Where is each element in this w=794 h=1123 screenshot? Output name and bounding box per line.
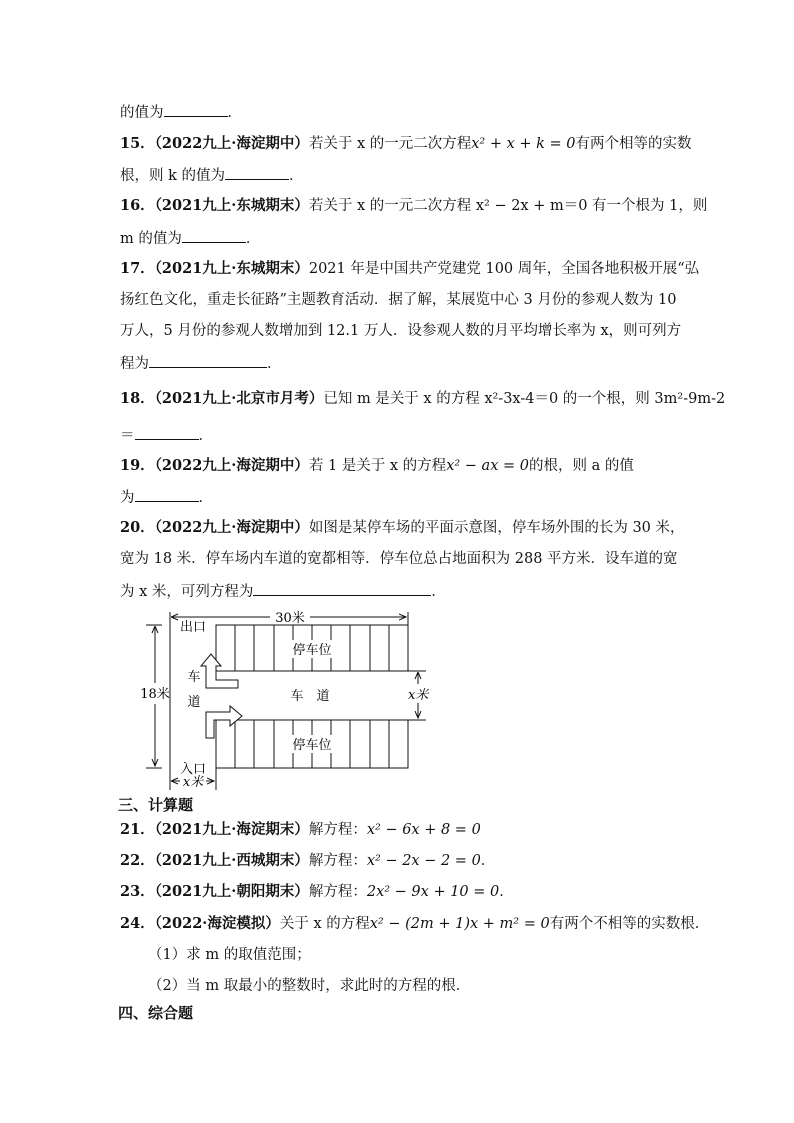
question-17-line3: 万人，5 月份的参观人数增加到 12.1 万人．设参观人数的月平均增长率为 x，则可列方 <box>120 323 682 339</box>
question-number: 16． <box>120 197 155 214</box>
question-22: 22．（2021九上·西城期末）解方程：x² − 2x − 2 = 0． <box>120 852 496 869</box>
question-15: 15．（2022九上·海淀期中）若关于 x 的一元二次方程x² + x + k = 0有两个相等的实数 <box>120 135 692 152</box>
question-number: 20． <box>120 519 155 536</box>
question-source: （2022九上·海淀期中） <box>154 135 309 152</box>
question-15-line2: 根，则 k 的值为 ． <box>120 165 304 186</box>
question-source: （2022·海淀模拟） <box>154 915 280 932</box>
equation: x² − ax = 0 <box>446 458 529 474</box>
equation: x² − 6x + 8 = 0 <box>366 822 481 838</box>
question-number: 23． <box>120 883 155 900</box>
question-24: 24．（2022·海淀模拟）关于 x 的方程x² − (2m + 1)x + m² = 0有两个不相等的实数根． <box>120 915 710 932</box>
question-number: 19． <box>120 457 155 474</box>
question-17: 17．（2021九上·东城期末）2021 年是中国共产党建党 100 周年，全国各地积极开展“弘 <box>120 260 700 277</box>
question-source: （2021九上·海淀期末） <box>154 821 309 838</box>
question-16-line2: m 的值为 ． <box>120 228 260 249</box>
question-18-line2: ＝ ． <box>120 425 213 446</box>
parking-label-top: 停车位 <box>292 643 332 658</box>
height-label: 18米 <box>140 687 170 702</box>
question-14-tail: 的值为 ． <box>120 102 242 123</box>
question-source: （2021九上·朝阳期末） <box>154 883 309 900</box>
question-20-line3: 为 x 米，可列方程为 ． <box>120 581 446 602</box>
question-source: （2021九上·东城期末） <box>154 197 309 214</box>
question-number: 22． <box>120 852 155 869</box>
question-24-part-2: （2）当 m 取最小的整数时，求此时的方程的根． <box>148 978 471 994</box>
section-title: 三、计算题 <box>118 796 194 814</box>
bottom-width-label: x米 <box>182 775 204 790</box>
question-16: 16．（2021九上·东城期末）若关于 x 的一元二次方程 x² − 2x + m＝0 有一个根为 1，则 <box>120 197 708 214</box>
question-24-part-1: （1）求 m 的取值范围； <box>148 947 311 963</box>
lane-label-center: 车 道 <box>290 689 330 704</box>
equation: x² + x + k = 0 <box>471 136 576 152</box>
question-source: （2022九上·海淀期中） <box>154 519 309 536</box>
equation: 2x² − 9x + 10 = 0 <box>366 884 500 900</box>
question-text: 的值为 <box>120 105 164 121</box>
question-number: 18． <box>120 390 155 407</box>
question-source: （2022九上·海淀期中） <box>154 457 309 474</box>
question-source: （2021九上·北京市月考） <box>154 390 324 407</box>
lane-width-label: x米 <box>408 688 429 703</box>
lane-label-vertical-2: 道 <box>187 695 201 710</box>
question-number: 24． <box>120 915 155 932</box>
equation: x² − 2x − 2 = 0 <box>366 853 481 869</box>
section-title: 四、综合题 <box>118 1004 194 1022</box>
question-19: 19．（2022九上·海淀期中）若 1 是关于 x 的方程x² − ax = 0的根，则 a 的值 <box>120 457 634 474</box>
question-20-line2: 宽为 18 米．停车场内车道的宽都相等．停车位总占地面积为 288 平方米．设车道的宽 <box>120 551 678 567</box>
question-17-line4: 程为 ． <box>120 353 282 374</box>
question-number: 15． <box>120 135 155 152</box>
width-label: 30米 <box>275 611 305 626</box>
entry-arrow-icon <box>206 706 242 738</box>
equation: x² − (2m + 1)x + m² = 0 <box>369 916 550 932</box>
lane-label-vertical-1: 车 <box>187 670 201 685</box>
exit-label: 出口 <box>180 620 207 635</box>
question-source: （2021九上·东城期末） <box>154 260 309 277</box>
question-number: 21． <box>120 821 155 838</box>
question-number: 17． <box>120 260 155 277</box>
question-19-line2: 为 ． <box>120 487 213 508</box>
question-source: （2021九上·西城期末） <box>154 852 309 869</box>
question-23: 23．（2021九上·朝阳期末）解方程：2x² − 9x + 10 = 0． <box>120 883 514 900</box>
entry-label: 入口 <box>180 762 207 777</box>
question-17-line2: 扬红色文化，重走长征路”主题教育活动．据了解，某展览中心 3 月份的参观人数为 10 <box>120 292 677 308</box>
parking-label-bottom: 停车位 <box>292 738 332 753</box>
question-18: 18．（2021九上·北京市月考）已知 m 是关于 x 的方程 x²-3x-4＝0 的一个根，则 3m²-9m-2 <box>120 390 726 407</box>
question-20: 20．（2022九上·海淀期中）如图是某停车场的平面示意图，停车场外围的长为 30 米， <box>120 519 685 536</box>
question-21: 21．（2021九上·海淀期末）解方程：x² − 6x + 8 = 0 <box>120 821 481 838</box>
